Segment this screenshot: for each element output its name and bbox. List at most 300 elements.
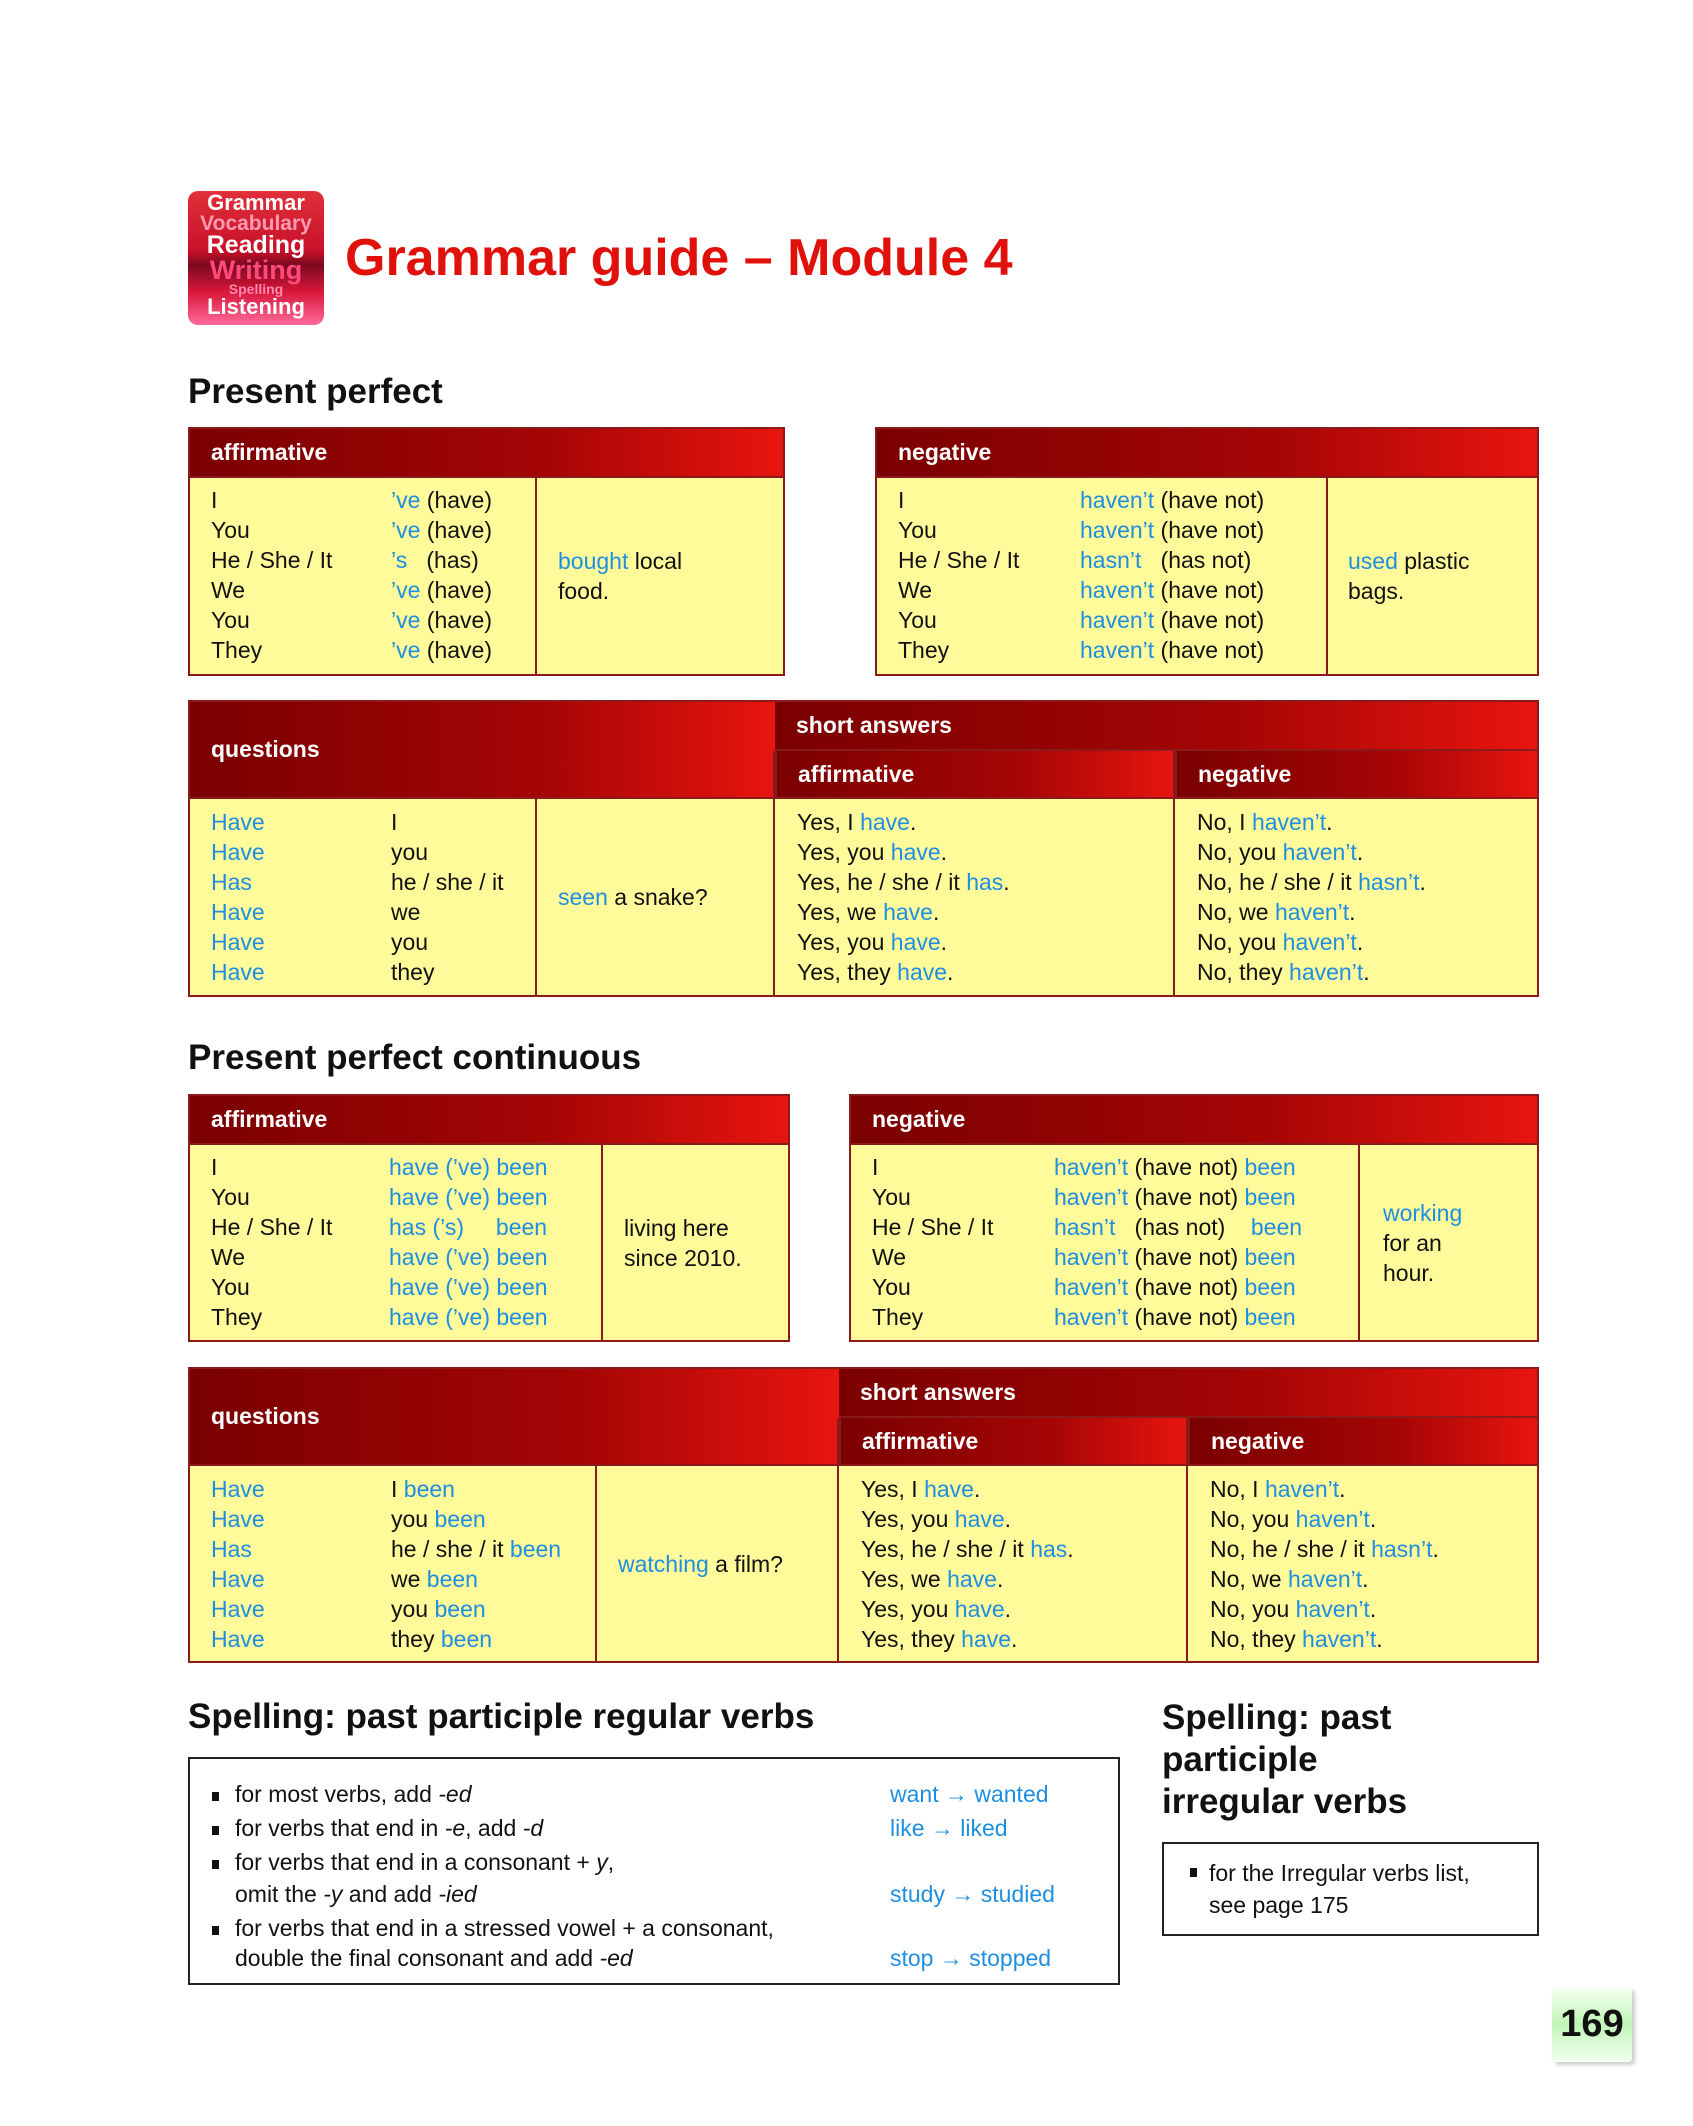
text: No, you	[1197, 929, 1283, 955]
text: -ied	[438, 1881, 477, 1907]
spelling-rule-text	[235, 1815, 543, 1842]
text: (has not)	[1141, 547, 1252, 573]
text: Yes, they	[861, 1626, 962, 1652]
highlighted-text: been	[434, 1596, 486, 1622]
highlighted-text: been	[403, 1476, 455, 1502]
highlighted-text: have (’ve) been	[389, 1274, 548, 1300]
highlighted-text: haven’t	[1295, 1506, 1370, 1532]
highlighted-text: ’ve	[391, 487, 421, 513]
table-line	[211, 635, 332, 665]
text: he / she / it	[391, 1536, 510, 1562]
highlighted-text: have (’ve) been	[389, 1184, 548, 1210]
text: double the final consonant and add	[235, 1945, 600, 1971]
highlighted-text: been	[434, 1506, 486, 1532]
highlighted-text: Have	[211, 1476, 265, 1502]
text: for most verbs, add	[235, 1781, 439, 1807]
spelling-rule-text	[235, 1915, 774, 1942]
table-line	[211, 1242, 332, 1272]
text: You	[872, 1274, 911, 1300]
highlighted-text: have	[954, 1596, 1005, 1622]
highlighted-text: has	[1030, 1536, 1068, 1562]
text: He / She / It	[211, 1214, 333, 1240]
ppc-affirmative-table	[188, 1094, 790, 1342]
text: (have)	[420, 577, 492, 603]
text: Yes, I	[797, 809, 861, 835]
table-line	[861, 1594, 1074, 1624]
table-header: negative	[877, 429, 1537, 478]
highlighted-text: have (’ve) been	[389, 1304, 548, 1330]
highlighted-text: Has	[211, 869, 252, 895]
table-line	[391, 837, 504, 867]
table-header: negative	[1188, 1418, 1537, 1466]
text: Yes, they	[797, 959, 898, 985]
table-line	[211, 1474, 265, 1504]
highlighted-text: haven’t	[1054, 1154, 1129, 1180]
table-line	[211, 1564, 265, 1594]
text: .	[1003, 869, 1010, 895]
table-line	[389, 1152, 548, 1182]
text: They	[898, 637, 950, 663]
text: (have not)	[1154, 607, 1265, 633]
table-line	[861, 1564, 1074, 1594]
table-line	[872, 1272, 993, 1302]
highlighted-text: ’ve	[391, 637, 421, 663]
table-line	[1383, 1198, 1462, 1228]
table-line	[391, 545, 492, 575]
complement-column	[1383, 1145, 1462, 1340]
text: No, you	[1210, 1596, 1296, 1622]
text: bags.	[1348, 578, 1405, 604]
bullet-icon	[212, 1860, 219, 1869]
spelling-irregular-box	[1162, 1842, 1539, 1936]
text: I	[391, 809, 398, 835]
text: .	[1363, 959, 1370, 985]
text: local	[628, 548, 683, 574]
highlighted-text: have	[860, 809, 910, 835]
highlighted-text: haven’t	[1054, 1184, 1129, 1210]
table-line	[211, 1182, 332, 1212]
highlighted-text: hasn’t	[1371, 1536, 1433, 1562]
table-line	[211, 807, 265, 837]
text: Yes, you	[797, 839, 891, 865]
text: No, he / she / it	[1197, 869, 1359, 895]
spelling-rule-text	[235, 1849, 614, 1876]
text: for verbs that end in a consonant +	[235, 1849, 597, 1875]
table-line	[391, 605, 492, 635]
highlighted-text: have	[954, 1506, 1005, 1532]
table-line	[211, 1302, 332, 1332]
highlighted-text: Has	[211, 1536, 252, 1562]
text: No, we	[1197, 899, 1275, 925]
text: (have not)	[1128, 1274, 1245, 1300]
table-header: short answers	[775, 702, 1537, 751]
text: I	[872, 1154, 879, 1180]
table-header: affirmative	[839, 1418, 1188, 1466]
text: You	[211, 517, 250, 543]
subjects-column	[872, 1152, 993, 1332]
highlighted-text: hasn’t	[1080, 547, 1142, 573]
text: No, we	[1210, 1566, 1288, 1592]
text: Yes, you	[861, 1506, 955, 1532]
table-header: affirmative	[190, 1096, 788, 1145]
text: .	[947, 959, 954, 985]
text: They	[211, 1304, 263, 1330]
text: .	[1369, 1596, 1377, 1622]
table-line	[1080, 515, 1264, 545]
highlighted-text: Have	[211, 809, 265, 835]
table-line	[861, 1624, 1074, 1654]
text: You	[898, 517, 937, 543]
spelling-example: stop → stopped	[890, 1945, 1052, 1971]
table-line	[1348, 546, 1469, 576]
highlighted-text: been	[1244, 1184, 1296, 1210]
logo-word: Writing	[209, 254, 303, 285]
logo-word: Reading	[206, 230, 306, 259]
heading-line: irregular verbs	[1162, 1782, 1408, 1821]
text: (have not)	[1154, 517, 1265, 543]
highlighted-text: haven’t	[1274, 899, 1350, 925]
text: (have)	[420, 637, 492, 663]
table-line	[624, 1213, 742, 1243]
text: (has)	[407, 547, 479, 573]
highlighted-text: haven’t	[1080, 607, 1155, 633]
highlighted-text: working	[1383, 1199, 1463, 1226]
table-line	[1197, 927, 1426, 957]
irregular-note	[1209, 1857, 1470, 1921]
table-line	[1210, 1504, 1439, 1534]
text: We	[898, 577, 933, 603]
text: .	[1356, 839, 1364, 865]
highlighted-text: ’ve	[391, 607, 421, 633]
text: (have not)	[1128, 1304, 1245, 1330]
highlighted-text: been	[509, 1536, 562, 1562]
highlighted-text: haven’t	[1080, 487, 1155, 513]
table-line	[391, 1504, 561, 1534]
table-line	[1197, 897, 1426, 927]
highlighted-text: haven’t	[1054, 1274, 1129, 1300]
text: No, you	[1210, 1506, 1296, 1532]
table-line	[797, 837, 1010, 867]
text: I	[211, 1154, 218, 1180]
table-line	[211, 515, 332, 545]
highlighted-text: has	[966, 869, 1004, 895]
text: .	[1011, 1626, 1018, 1652]
table-line	[797, 867, 1010, 897]
highlighted-text: been	[1244, 1274, 1296, 1300]
text: Yes, you	[797, 929, 891, 955]
text: hour.	[1383, 1259, 1435, 1286]
text: you	[391, 929, 429, 955]
complement-column	[558, 478, 682, 674]
subjects-column	[211, 1152, 332, 1332]
table-line	[861, 1534, 1074, 1564]
text: .	[932, 899, 940, 925]
table-line	[1197, 867, 1426, 897]
table-line	[1210, 1474, 1439, 1504]
text: .	[940, 839, 948, 865]
table-line	[1080, 575, 1264, 605]
bullet-icon	[212, 1826, 219, 1835]
text: .	[1339, 1476, 1346, 1502]
text: (have not)	[1154, 637, 1265, 663]
note-line: see page 175	[1209, 1892, 1349, 1918]
text: They	[211, 637, 263, 663]
highlighted-text: been	[1250, 1214, 1303, 1240]
bullet-icon	[212, 1792, 219, 1801]
highlighted-text: have	[890, 839, 941, 865]
text: They	[872, 1304, 924, 1330]
text: for verbs that end in	[235, 1815, 445, 1841]
highlighted-text: have	[890, 929, 941, 955]
ppc-questions-table	[188, 1367, 1539, 1663]
table-line	[624, 1243, 742, 1273]
text: a film?	[708, 1550, 783, 1577]
table-line	[389, 1302, 548, 1332]
pp-questions-table	[188, 700, 1539, 997]
table-line	[861, 1474, 1074, 1504]
text: He / She / It	[898, 547, 1020, 573]
table-line	[391, 575, 492, 605]
highlighted-text: seen	[558, 884, 608, 910]
table-line	[1197, 837, 1426, 867]
highlighted-text: have	[897, 959, 948, 985]
section-heading-spelling-regular: Spelling: past participle regular verbs	[188, 1697, 815, 1736]
text: Yes, I	[861, 1476, 925, 1502]
highlighted-text: haven’t	[1282, 929, 1357, 955]
table-line	[391, 485, 492, 515]
short-negative-column	[1210, 1474, 1439, 1654]
text: Yes, he / she / it	[861, 1536, 1031, 1562]
table-line	[211, 485, 332, 515]
table-line	[872, 1302, 993, 1332]
table-line	[211, 1594, 265, 1624]
text: You	[898, 607, 937, 633]
text: and add	[342, 1881, 439, 1907]
text: we	[391, 899, 421, 925]
table-line	[211, 575, 332, 605]
highlighted-text: used	[1348, 548, 1398, 574]
text: We	[211, 577, 246, 603]
table-line	[211, 1534, 265, 1564]
table-line	[1054, 1182, 1302, 1212]
table-line	[391, 807, 504, 837]
table-line	[898, 575, 1019, 605]
pp-affirmative-table	[188, 427, 785, 676]
table-header: questions	[190, 1369, 839, 1466]
highlighted-text: Have	[211, 1506, 265, 1532]
text: .	[1004, 1506, 1012, 1532]
page-number: 169	[1552, 1987, 1632, 2062]
highlighted-text: bought	[558, 548, 629, 574]
table-header: negative	[851, 1096, 1537, 1145]
table-line	[391, 515, 492, 545]
table-line	[391, 1534, 561, 1564]
subjects-column	[391, 807, 504, 987]
aux-column	[211, 807, 265, 987]
highlighted-text: haven’t	[1287, 1566, 1363, 1592]
short-affirmative-column	[797, 807, 1010, 987]
text: you	[391, 1506, 435, 1532]
text: they	[391, 959, 435, 985]
table-header: short answers	[839, 1369, 1537, 1418]
table-line	[1210, 1564, 1439, 1594]
text: they	[391, 1626, 441, 1652]
table-line	[558, 576, 682, 606]
verbs-column	[389, 1152, 548, 1332]
table-line	[898, 515, 1019, 545]
highlighted-text: ’s	[391, 547, 408, 573]
text: for an	[1383, 1229, 1442, 1256]
table-header: affirmative	[775, 751, 1175, 799]
heading-line: participle	[1162, 1740, 1318, 1779]
text: -y	[323, 1881, 343, 1907]
ppc-negative-table	[849, 1094, 1539, 1342]
highlighted-text: ’ve	[391, 577, 421, 603]
highlighted-text: have	[961, 1626, 1012, 1652]
highlighted-text: haven’t	[1289, 959, 1364, 985]
table-line	[872, 1212, 993, 1242]
table-line	[1080, 605, 1264, 635]
text: omit the	[235, 1881, 324, 1907]
table-line	[797, 897, 1010, 927]
text: You	[211, 1274, 250, 1300]
heading-line: Spelling: past	[1162, 1698, 1392, 1737]
section-heading-present-perfect: Present perfect	[188, 372, 443, 411]
table-line	[558, 546, 682, 576]
table-line	[898, 485, 1019, 515]
table-line	[1197, 957, 1426, 987]
table-header: negative	[1175, 751, 1537, 799]
text: I	[211, 487, 218, 513]
table-line	[391, 1564, 561, 1594]
table-line	[1210, 1624, 1439, 1654]
bullet-icon	[1190, 1868, 1197, 1877]
highlighted-text: Have	[211, 1596, 265, 1622]
complement-column	[1348, 478, 1469, 674]
highlighted-text: been	[1244, 1304, 1296, 1330]
highlighted-text: watching	[618, 1550, 709, 1577]
table-line	[211, 867, 265, 897]
text: -e	[444, 1815, 466, 1841]
text: No, I	[1197, 809, 1252, 835]
subjects-column	[211, 485, 332, 665]
table-line	[391, 957, 504, 987]
text: No, I	[1210, 1476, 1265, 1502]
text: .	[909, 809, 917, 835]
text: .	[940, 929, 948, 955]
text: (have not)	[1128, 1154, 1245, 1180]
spelling-regular-box	[188, 1757, 1120, 1985]
table-line	[898, 605, 1019, 635]
complement-column	[558, 799, 708, 995]
text: (have not)	[1128, 1244, 1245, 1270]
table-line	[898, 545, 1019, 575]
text: He / She / It	[211, 547, 333, 573]
table-line	[389, 1212, 548, 1242]
table-line	[391, 897, 504, 927]
highlighted-text: been	[1244, 1244, 1296, 1270]
table-header: questions	[190, 702, 775, 799]
text: Yes, we	[797, 899, 884, 925]
text: No, they	[1197, 959, 1290, 985]
highlighted-text: have	[924, 1476, 974, 1502]
complement-column	[618, 1466, 783, 1661]
logo-word: Grammar	[207, 191, 305, 215]
highlighted-text: have (’ve) been	[389, 1244, 548, 1270]
highlighted-text: haven’t	[1054, 1244, 1129, 1270]
highlighted-text: haven’t	[1080, 517, 1155, 543]
text: for verbs that end in a stressed vowel + a consonant,	[235, 1915, 774, 1941]
text: he / she / it	[391, 869, 504, 895]
highlighted-text: ’ve	[391, 517, 421, 543]
text: (have)	[420, 517, 492, 543]
logo-word: Listening	[207, 293, 305, 319]
table-line	[797, 927, 1010, 957]
text: Yes, you	[861, 1596, 955, 1622]
table-line	[1210, 1594, 1439, 1624]
table-line	[1080, 545, 1264, 575]
section-heading-present-perfect-continuous: Present perfect continuous	[188, 1038, 642, 1077]
text: .	[1067, 1536, 1074, 1562]
page-title: Grammar guide – Module 4	[345, 229, 1013, 287]
table-line	[211, 1504, 265, 1534]
table-line	[391, 927, 504, 957]
text: you	[391, 1596, 435, 1622]
text: We	[872, 1244, 907, 1270]
text: No, he / she / it	[1210, 1536, 1372, 1562]
highlighted-text: has (’s) been	[389, 1214, 548, 1240]
text: You	[211, 607, 250, 633]
bullet-icon	[212, 1926, 219, 1935]
highlighted-text: Have	[211, 959, 265, 985]
text: .	[1419, 869, 1426, 895]
table-line	[1383, 1228, 1462, 1258]
table-line	[1054, 1302, 1302, 1332]
text: .	[1432, 1536, 1439, 1562]
table-line	[558, 882, 708, 912]
text: -ed	[599, 1945, 633, 1971]
text: You	[211, 1184, 250, 1210]
highlighted-text: Have	[211, 839, 265, 865]
text: Yes, we	[861, 1566, 948, 1592]
text: you	[391, 839, 429, 865]
text: (has not)	[1115, 1214, 1251, 1240]
logo-word: Vocabulary	[200, 211, 312, 235]
text: .	[1362, 1566, 1369, 1592]
highlighted-text: Have	[211, 929, 265, 955]
spelling-rule-text	[235, 1781, 472, 1808]
text: (have not)	[1128, 1184, 1245, 1210]
table-line	[211, 837, 265, 867]
highlighted-text: been	[440, 1626, 493, 1652]
table-line	[211, 605, 332, 635]
table-line	[391, 635, 492, 665]
text: we	[391, 1566, 427, 1592]
table-line	[389, 1272, 548, 1302]
table-line	[211, 927, 265, 957]
text: (have)	[420, 607, 492, 633]
text: Yes, he / she / it	[797, 869, 967, 895]
highlighted-text: Have	[211, 1566, 265, 1592]
table-line	[211, 545, 332, 575]
text: y	[596, 1849, 608, 1875]
text: No, you	[1197, 839, 1283, 865]
highlighted-text: haven’t	[1264, 1476, 1340, 1502]
highlighted-text: have	[947, 1566, 997, 1592]
highlighted-text: haven’t	[1080, 577, 1155, 603]
spelling-example: want → wanted	[890, 1781, 1049, 1807]
text: .	[996, 1566, 1004, 1592]
